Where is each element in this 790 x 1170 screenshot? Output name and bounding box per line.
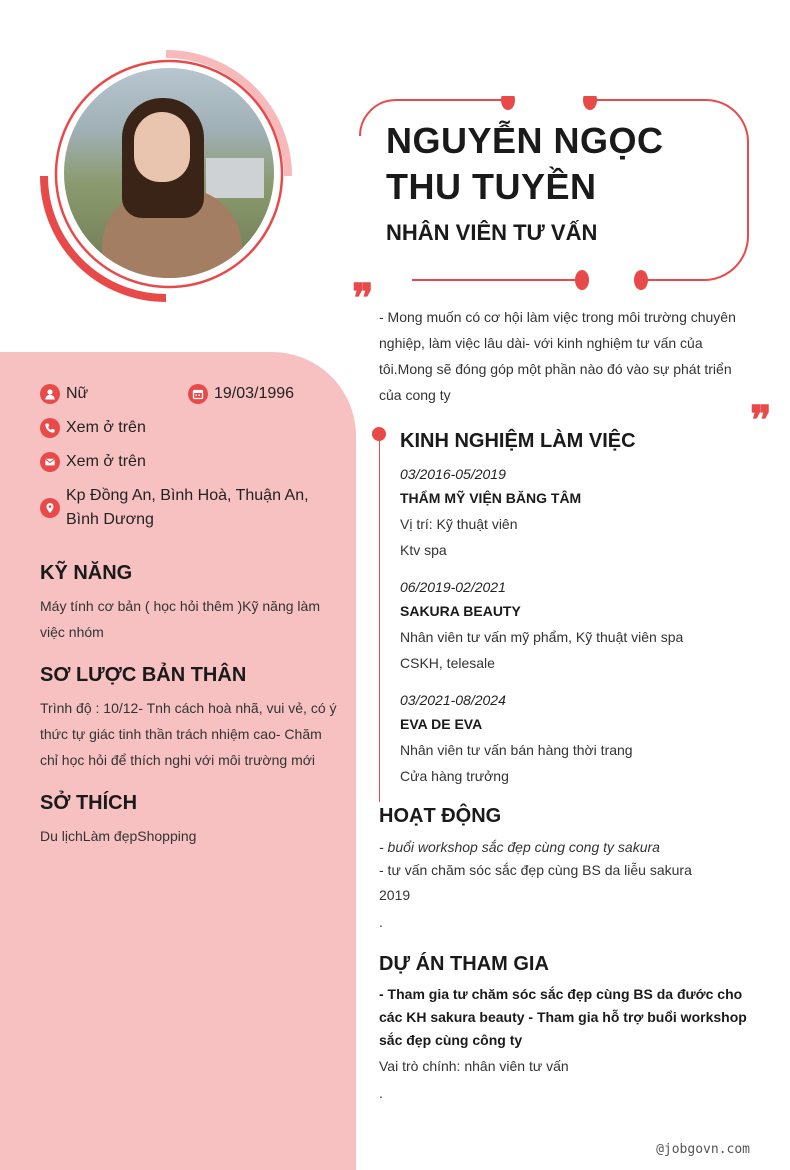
timeline-line	[379, 436, 380, 802]
hobbies-text: Du lịchLàm đẹpShopping	[40, 828, 197, 844]
phone-icon	[40, 418, 60, 438]
skills-text: Máy tính cơ bản ( học hỏi thêm )Kỹ năng làm việc nhóm	[40, 598, 320, 640]
email-row	[40, 450, 146, 474]
activity-line: .	[379, 914, 383, 930]
experience-line: Nhân viên tư vấn mỹ phẩm, Kỹ thuật viên spa	[400, 629, 684, 645]
location-icon	[40, 498, 60, 518]
project-role: Vai trò chính: nhân viên tư vấn	[379, 1058, 569, 1074]
about-text: Trình độ : 10/12- Tnh cách hoà nhã, vui vẻ, có ý thức tự giác tinh thần trách nhiệm cao- Chăm chỉ học hỏi để thích nghi với môi trường mới	[40, 700, 337, 768]
experience-date: 03/2016-05/2019	[400, 466, 506, 482]
profile-photo	[64, 68, 274, 278]
projects-heading: DỰ ÁN THAM GIA	[379, 953, 549, 975]
birthday-value: 19/03/1996	[214, 385, 295, 402]
career-objective: - Mong muốn có cơ hội làm việc trong môi trường chuyên nghiệp, làm việc lâu dài- với kinh nghiệm tư vấn của tôi.Mong sẽ đóng góp một phần nào đó vào sự phát triển của cong ty	[379, 309, 736, 403]
timeline-dot	[372, 427, 386, 441]
avatar	[40, 50, 292, 302]
experience-date: 06/2019-02/2021	[400, 579, 506, 595]
address-row	[40, 484, 340, 532]
activity-line: - tư vấn chăm sóc sắc đẹp cùng BS da liễu sakura 2019	[379, 862, 692, 903]
gender-value: Nữ	[66, 385, 89, 402]
footer-watermark: @jobgovn.com	[656, 1142, 750, 1157]
gender-row	[40, 382, 88, 406]
birthday-row	[188, 382, 294, 406]
experience-company: SAKURA BEAUTY	[400, 603, 521, 619]
experience-line: CSKH, telesale	[400, 655, 495, 671]
experience-line: Ktv spa	[400, 542, 447, 558]
calendar-icon	[188, 384, 208, 404]
quote-close-icon: ❞	[750, 397, 772, 444]
phone-row	[40, 416, 146, 440]
activity-line: - buổi workshop sắc đẹp cùng cong ty sakura	[379, 839, 660, 855]
experience-item	[400, 465, 740, 563]
quote-open-icon: ❞	[352, 275, 374, 322]
phone-value: Xem ở trên	[66, 419, 146, 436]
experience-item	[400, 578, 740, 676]
project-description: - Tham gia tư chăm sóc sắc đẹp cùng BS da đước cho các KH sakura beauty - Tham gia hỗ trợ buổi workshop sắc đẹp cùng công ty	[379, 986, 747, 1048]
experience-company: THẨM MỸ VIỆN BĂNG TÂM	[400, 490, 582, 506]
candidate-name: NGUYỄN NGỌC THU TUYỀN	[386, 120, 664, 207]
experience-heading: KINH NGHIỆM LÀM VIỆC	[400, 430, 636, 452]
project-extra: .	[379, 1085, 383, 1101]
hobbies-heading: SỞ THÍCH	[40, 792, 138, 814]
activities-heading: HOẠT ĐỘNG	[379, 805, 502, 827]
email-value: Xem ở trên	[66, 453, 146, 470]
experience-line: Cửa hàng trưởng	[400, 768, 509, 784]
job-title: NHÂN VIÊN TƯ VẤN	[386, 220, 598, 245]
experience-item	[400, 691, 740, 789]
experience-line: Nhân viên tư vấn bán hàng thời trang	[400, 742, 633, 758]
experience-company: EVA DE EVA	[400, 716, 483, 732]
user-icon	[40, 384, 60, 404]
skills-heading: KỸ NĂNG	[40, 562, 133, 584]
address-value: Kp Đồng An, Bình Hoà, Thuận An, Bình Dương	[66, 487, 309, 528]
experience-line: Vị trí: Kỹ thuật viên	[400, 516, 518, 532]
mail-icon	[40, 452, 60, 472]
experience-date: 03/2021-08/2024	[400, 692, 506, 708]
about-heading: SƠ LƯỢC BẢN THÂN	[40, 664, 247, 686]
